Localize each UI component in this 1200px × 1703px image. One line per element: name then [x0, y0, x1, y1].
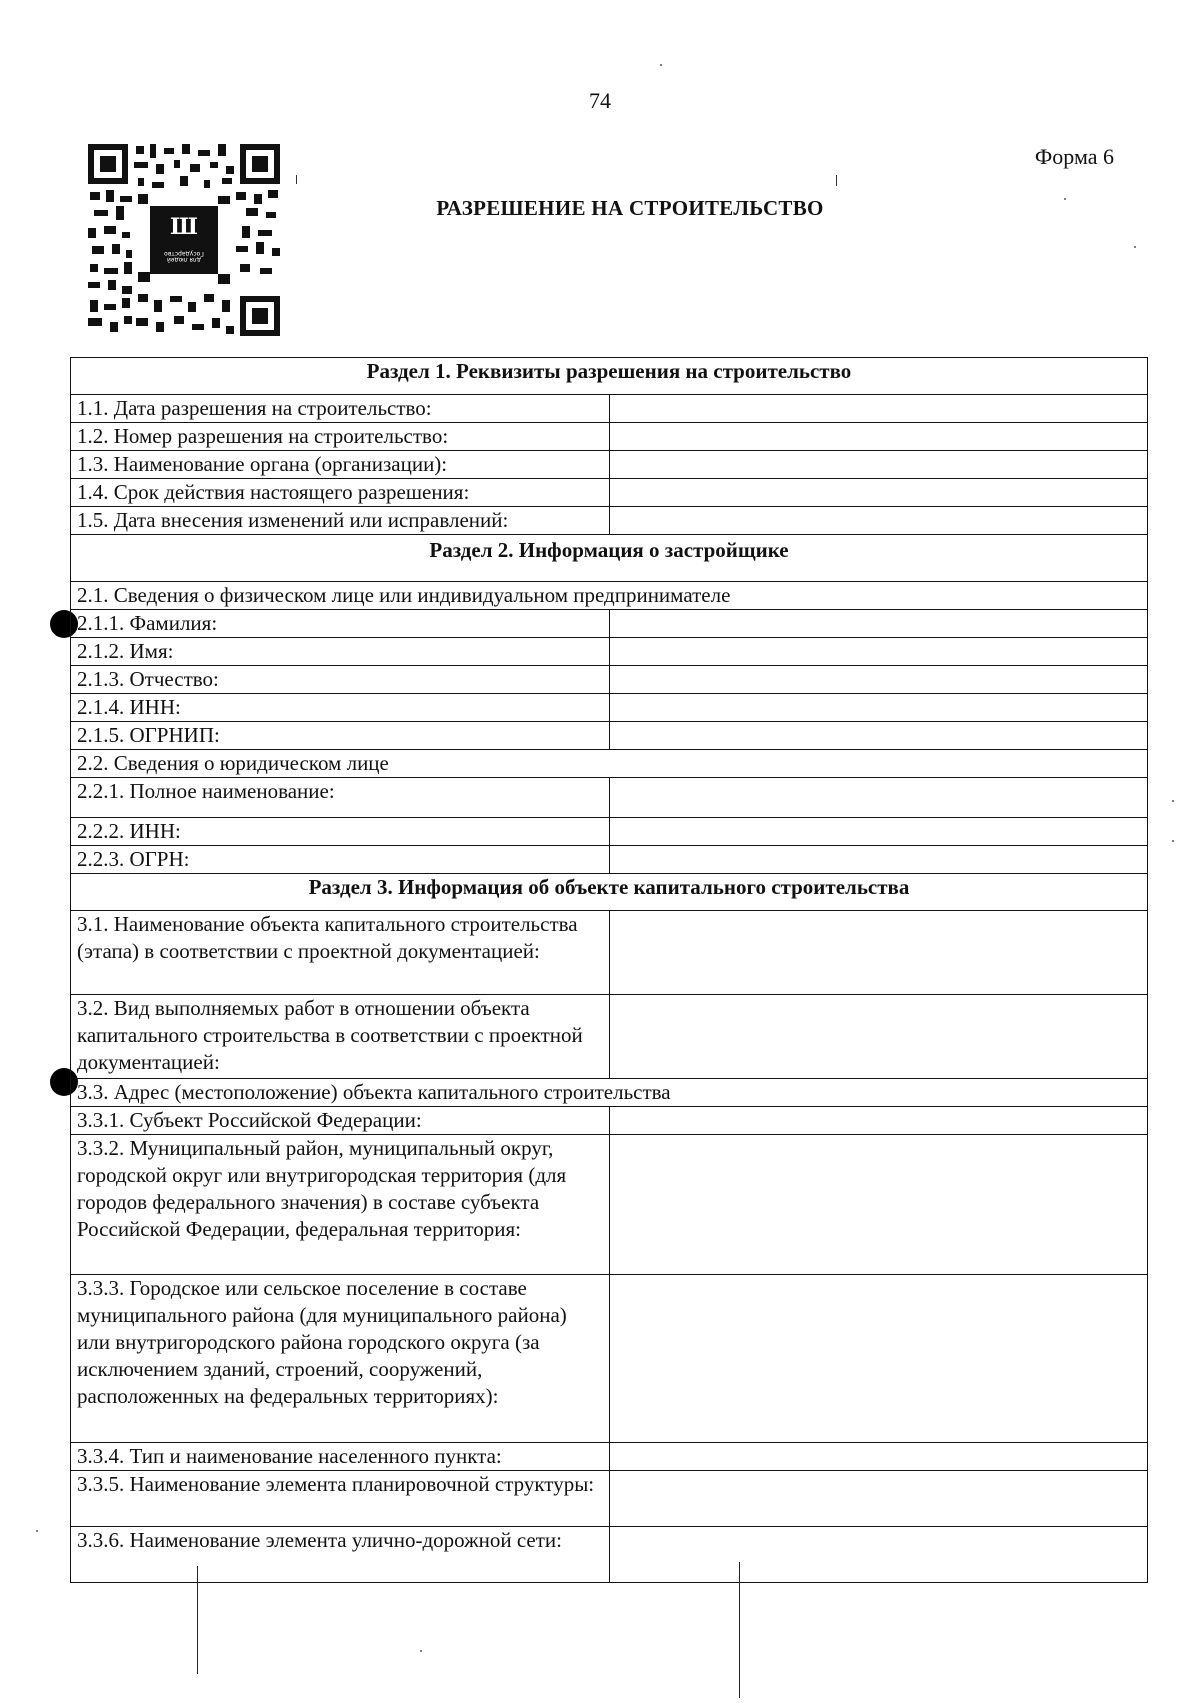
permit-date-field[interactable] [609, 395, 1148, 423]
full-name-field[interactable] [609, 778, 1148, 818]
patronymic-field[interactable] [609, 666, 1148, 694]
first-name-label: 2.1.2. Имя: [71, 638, 610, 666]
street-element-field[interactable] [609, 1527, 1148, 1583]
table-row [71, 1471, 1148, 1527]
individual-info-header: 2.1. Сведения о физическом лице или индивидуальном предпринимателе [71, 582, 1148, 610]
planning-element-label: 3.3.5. Наименование элемента планировочной структуры: [71, 1471, 610, 1527]
scan-speck [1134, 246, 1136, 248]
table-row [71, 911, 1148, 995]
table-row [71, 451, 1148, 479]
municipal-district-field[interactable] [609, 1135, 1148, 1275]
table-row [71, 507, 1148, 535]
section-2-title: Раздел 2. Информация о застройщике [71, 535, 1148, 582]
planning-element-field[interactable] [609, 1471, 1148, 1527]
table-row [71, 395, 1148, 423]
issuing-authority-field[interactable] [609, 451, 1148, 479]
ogrn-label: 2.2.3. ОГРН: [71, 846, 610, 874]
qr-code-icon [86, 142, 282, 338]
svg-text:Ш: Ш [170, 214, 198, 240]
scan-speck [36, 1530, 38, 1532]
table-row [71, 666, 1148, 694]
scan-speck [1064, 198, 1066, 200]
scan-speck [1172, 840, 1174, 842]
scan-speck [1172, 800, 1174, 802]
settlement-label: 3.3.3. Городское или сельское поселение в составе муниципального района (для муниципального района) или внутригородского района городского округа (за исключением зданий, строений, сооружений, расположенных на федеральных территориях): [71, 1275, 610, 1443]
object-name-field[interactable] [609, 911, 1148, 995]
svg-text:Государство: Государство [164, 250, 204, 257]
table-row [71, 1135, 1148, 1275]
form-label: Форма 6 [1034, 144, 1114, 169]
page-number: 74 [589, 88, 611, 113]
permit-number-label: 1.2. Номер разрешения на строительство: [71, 423, 610, 451]
scan-mark [296, 175, 297, 184]
permit-date-label: 1.1. Дата разрешения на строительство: [71, 395, 610, 423]
municipal-district-label: 3.3.2. Муниципальный район, муниципальный округ, городской округ или внутригородская территория (для городов федерального значения) в составе субъекта Российской Федерации, федеральная территория: [71, 1135, 610, 1275]
table-row [71, 479, 1148, 507]
scan-mark [836, 175, 837, 186]
individual-inn-label: 2.1.4. ИНН: [71, 694, 610, 722]
legal-entity-header: 2.2. Сведения о юридическом лице [71, 750, 1148, 778]
document-title: РАЗРЕШЕНИЕ НА СТРОИТЕЛЬСТВО [436, 196, 824, 220]
full-name-label: 2.2.1. Полное наименование: [71, 778, 610, 818]
scan-speck [420, 1650, 422, 1652]
surname-label: 2.1.1. Фамилия: [71, 610, 610, 638]
surname-field[interactable] [609, 610, 1148, 638]
permit-form-table [70, 357, 1148, 1583]
table-row [71, 1443, 1148, 1471]
ogrn-field[interactable] [609, 846, 1148, 874]
section-1-title: Раздел 1. Реквизиты разрешения на строительство [71, 358, 1148, 395]
first-name-field[interactable] [609, 638, 1148, 666]
amendment-date-field[interactable] [609, 507, 1148, 535]
amendment-date-label: 1.5. Дата внесения изменений или исправлений: [71, 507, 610, 535]
svg-text:для людей: для людей [166, 256, 202, 263]
table-row [71, 610, 1148, 638]
table-row [71, 423, 1148, 451]
table-row [71, 1275, 1148, 1443]
street-element-label: 3.3.6. Наименование элемента улично-дорожной сети: [71, 1527, 610, 1583]
settlement-field[interactable] [609, 1275, 1148, 1443]
table-row [71, 846, 1148, 874]
locality-label: 3.3.4. Тип и наименование населенного пункта: [71, 1443, 610, 1471]
table-row [71, 722, 1148, 750]
scan-artifact-line [739, 1562, 740, 1698]
scan-artifact-line [197, 1566, 198, 1674]
federal-subject-field[interactable] [609, 1107, 1148, 1135]
legal-inn-field[interactable] [609, 818, 1148, 846]
patronymic-label: 2.1.3. Отчество: [71, 666, 610, 694]
individual-inn-field[interactable] [609, 694, 1148, 722]
table-row [71, 694, 1148, 722]
address-header: 3.3. Адрес (местоположение) объекта капитального строительства [71, 1079, 1148, 1107]
table-row [71, 995, 1148, 1079]
validity-period-field[interactable] [609, 479, 1148, 507]
scan-speck [660, 64, 662, 66]
table-row [71, 1527, 1148, 1583]
federal-subject-label: 3.3.1. Субъект Российской Федерации: [71, 1107, 610, 1135]
section-3-title: Раздел 3. Информация об объекте капитального строительства [71, 874, 1148, 911]
object-name-label: 3.1. Наименование объекта капитального строительства (этапа) в соответствии с проектной документацией: [71, 911, 610, 995]
table-row [71, 1107, 1148, 1135]
work-type-field[interactable] [609, 995, 1148, 1079]
ogrnip-field[interactable] [609, 722, 1148, 750]
issuing-authority-label: 1.3. Наименование органа (организации): [71, 451, 610, 479]
table-row [71, 778, 1148, 818]
ogrnip-label: 2.1.5. ОГРНИП: [71, 722, 610, 750]
permit-number-field[interactable] [609, 423, 1148, 451]
work-type-label: 3.2. Вид выполняемых работ в отношении объекта капитального строительства в соответствии с проектной документацией: [71, 995, 610, 1079]
legal-inn-label: 2.2.2. ИНН: [71, 818, 610, 846]
locality-field[interactable] [609, 1443, 1148, 1471]
table-row [71, 638, 1148, 666]
table-row [71, 818, 1148, 846]
validity-period-label: 1.4. Срок действия настоящего разрешения: [71, 479, 610, 507]
